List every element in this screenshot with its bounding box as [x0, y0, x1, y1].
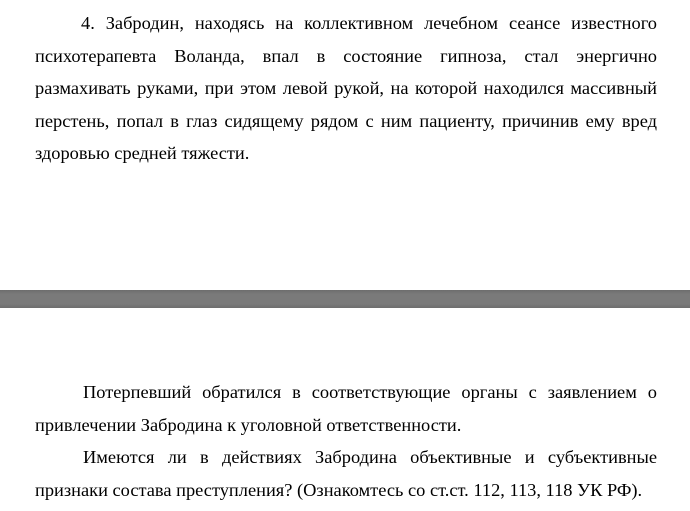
page-separator	[0, 290, 690, 308]
task-paragraph: 4. Забродин, находясь на коллективном лечебном сеансе известного психотерапевта Воланда, впал в состояние гипноза, стал энергично размахивать руками, при этом левой рукой, на которой находился массивный перстень, попал в глаз сидящему рядом с ним пациенту, причинив ему вред здоровью средней тяжести.	[35, 13, 657, 164]
victim-statement-paragraph: Потерпевший обратился в соответствующие органы с заявлением о привлечении Забродина к уголовной ответственности.	[35, 382, 657, 435]
question-paragraph: Имеются ли в действиях Забродина объективные и субъективные признаки состава преступления? (Ознакомтесь со ст.ст. 112, 113, 118 УК РФ).	[35, 447, 657, 500]
